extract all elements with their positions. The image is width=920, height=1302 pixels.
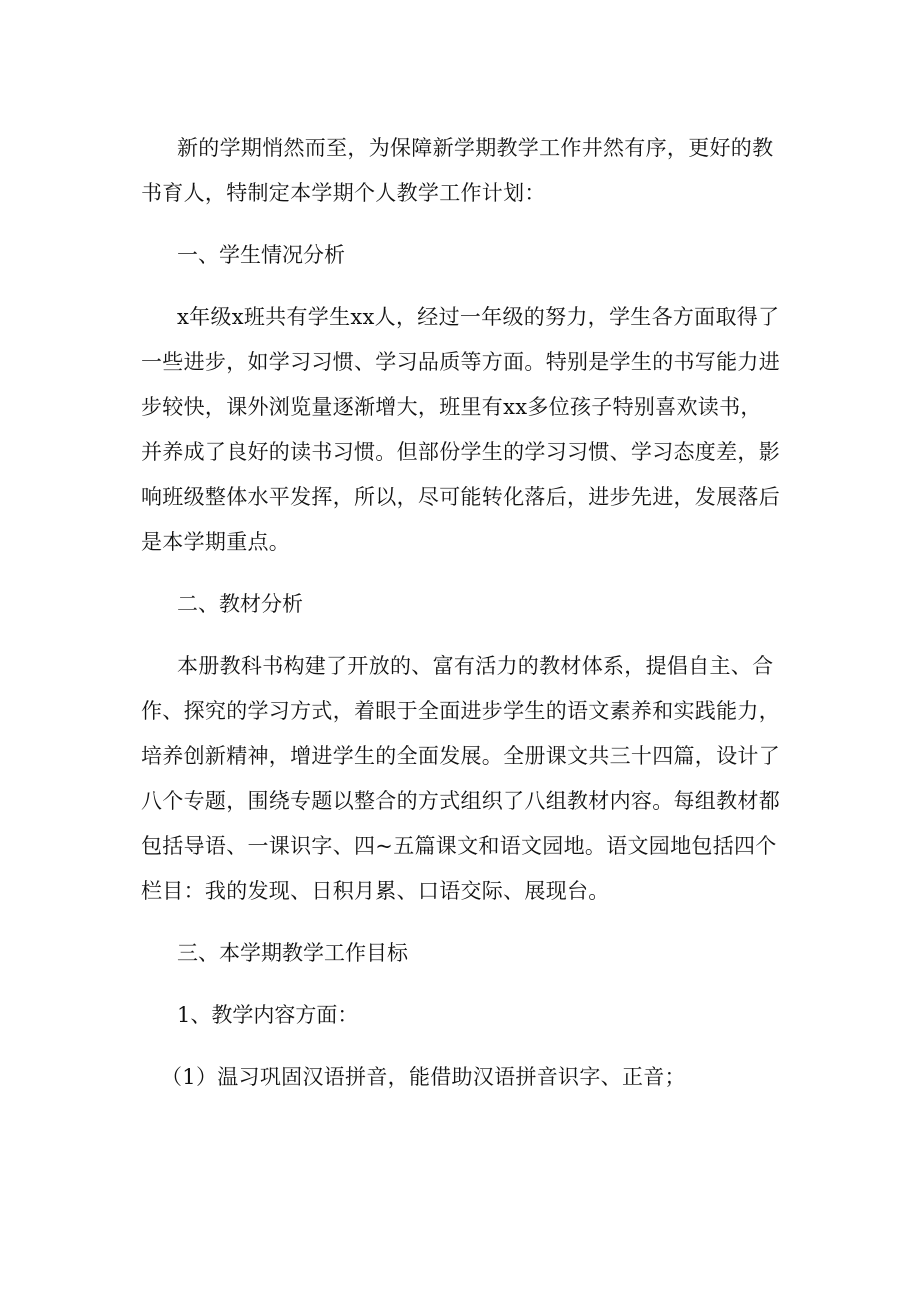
document-body <box>141 126 781 1100</box>
section-1-paragraph: x年级x班共有学生xx人，经过一年级的努力，学生各方面取得了一些进步，如学习习惯、学习品质等方面。特别是学生的书写能力进步较快，课外浏览量逐渐增大，班里有xx多位孩子特别喜欢读书，并养成了良好的读书习惯。但部份学生的学习习惯、学习态度差，影响班级整体水平发挥，所以，尽可能转化落后，进步先进，发展落后是本学期重点。 <box>141 305 780 554</box>
subsection-1-heading: 1、教学内容方面： <box>177 1003 359 1027</box>
spacer <box>141 565 781 582</box>
intro-paragraph: 新的学期悄然而至，为保障新学期教学工作井然有序，更好的教书育人，特制定本学期个人教学工作计划： <box>141 136 774 205</box>
spacer <box>141 627 781 644</box>
section-2-paragraph: 本册教科书构建了开放的、富有活力的教材体系，提倡自主、合作、探究的学习方式，着眼于全面进步学生的语文素养和实践能力，培养创新精神，增进学生的全面发展。全册课文共三十四篇，设计了八个专题，围绕专题以整合的方式组织了八组教材内容。每组教材都包括导语、一课识字、四~五篇课文和语文园地。语文园地包括四个栏目：我的发现、日积月累、口语交际、展现台。 <box>141 654 780 903</box>
spacer <box>141 216 781 233</box>
spacer <box>141 976 781 993</box>
section-2-heading: 二、教材分析 <box>177 592 303 616</box>
list-item: （1）温习巩固汉语拼音，能借助汉语拼音识字、正音； <box>161 1065 686 1089</box>
section-3-heading: 三、本学期教学工作目标 <box>177 941 408 965</box>
spacer <box>141 1038 781 1055</box>
spacer <box>141 278 781 295</box>
spacer <box>141 914 781 931</box>
section-1-heading: 一、学生情况分析 <box>177 243 345 267</box>
